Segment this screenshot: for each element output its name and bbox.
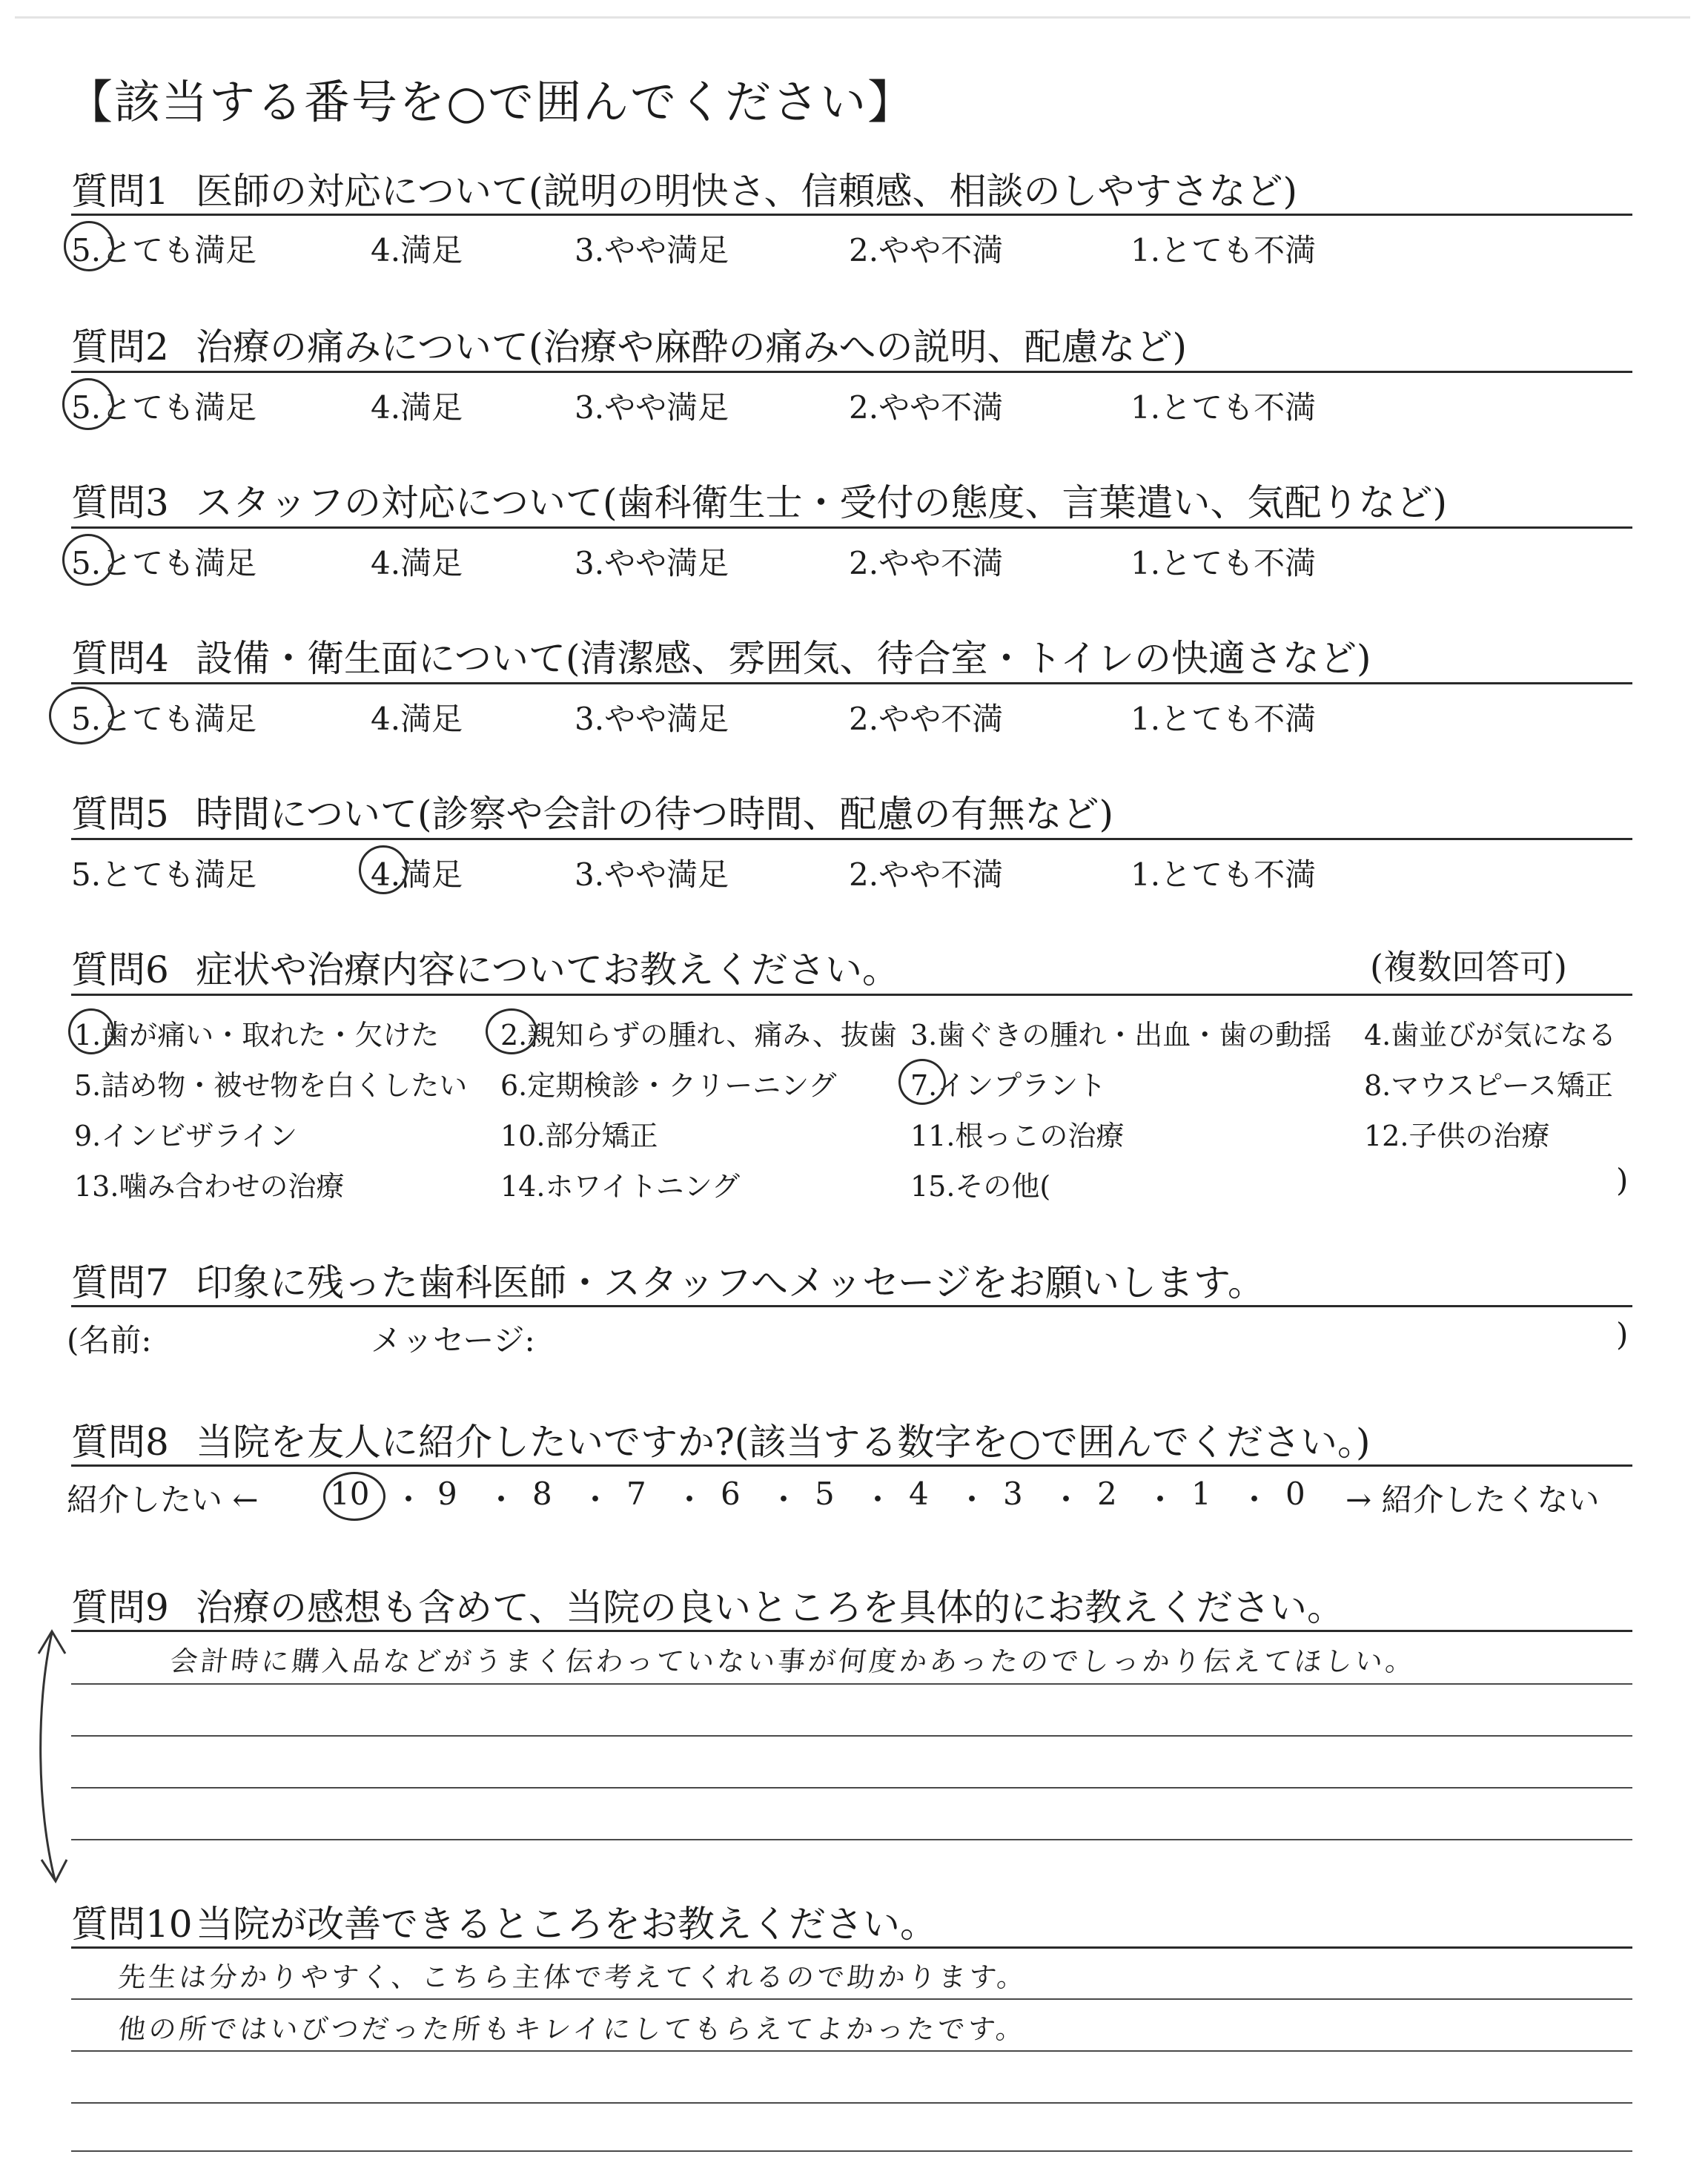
option-2[interactable]: 2.やや不満 (849, 232, 1004, 268)
option-1[interactable]: 1.とても不満 (1131, 856, 1317, 893)
scale-separator: ・ (580, 1482, 612, 1518)
question-rule (71, 371, 1632, 373)
answer-line (71, 1787, 1632, 1789)
handdrawn-arrow-icon (22, 1624, 74, 1891)
option-1[interactable]: 1.とても不満 (1131, 389, 1317, 426)
option-4[interactable]: 4.満足 (371, 856, 463, 893)
symptom-2[interactable]: 2.親知らずの腫れ、痛み、抜歯 (500, 1019, 897, 1051)
question-text: スタッフの対応について(歯科衛生士・受付の態度、言葉遣い、気配りなど) (196, 481, 1448, 524)
scale-separator: ・ (1050, 1482, 1082, 1518)
question-text: 治療の感想も含めて、当院の良いところを具体的にお教えください。 (196, 1586, 1344, 1629)
option-4[interactable]: 4.満足 (371, 389, 463, 426)
scale-7[interactable]: 7 (626, 1476, 646, 1512)
scale-separator: ・ (1145, 1482, 1176, 1518)
symptom-11[interactable]: 11.根っこの治療 (910, 1120, 1125, 1152)
handwritten-answer: 先生は分かりやすく、こちら主体で考えてくれるので助かります。 (116, 1961, 1030, 1993)
question-number: 質問6 (71, 948, 169, 991)
message-label: メッセージ: (371, 1322, 535, 1358)
answer-line (71, 1683, 1632, 1685)
question-text: 当院を友人に紹介したいですか?(該当する数字を○で囲んでください。) (196, 1421, 1371, 1464)
question-number: 質問3 (71, 481, 169, 524)
symptom-10[interactable]: 10.部分矯正 (500, 1120, 658, 1152)
selection-circle (486, 1008, 537, 1054)
selection-circle (64, 221, 114, 271)
question-5 (71, 785, 1113, 838)
answer-line (71, 2050, 1632, 2052)
selection-circle (62, 534, 114, 586)
scale-0[interactable]: 0 (1285, 1476, 1305, 1512)
option-2[interactable]: 2.やや不満 (849, 545, 1004, 581)
question-text: 設備・衛生面について(清潔感、雰囲気、待合室・トイレの快適さなど) (196, 637, 1371, 680)
question-rule (71, 838, 1632, 840)
question-rule (71, 1946, 1632, 1949)
name-label: (名前: (67, 1322, 152, 1358)
scale-2[interactable]: 2 (1097, 1476, 1117, 1512)
symptom-4[interactable]: 4.歯並びが気になる (1364, 1019, 1617, 1051)
scale-9[interactable]: 9 (437, 1476, 457, 1512)
option-5[interactable]: 5.とても満足 (71, 545, 257, 581)
question-8 (71, 1413, 1370, 1466)
question-2 (71, 317, 1187, 371)
recommend-left-label: 紹介したい ← (67, 1482, 259, 1518)
symptom-1[interactable]: 1.歯が痛い・取れた・欠けた (74, 1019, 440, 1051)
answer-line (71, 1839, 1632, 1840)
scan-edge (15, 16, 1690, 19)
scale-separator: ・ (1239, 1482, 1271, 1518)
question-text: 医師の対応について(説明の明快さ、信頼感、相談のしやすさなど) (196, 170, 1298, 213)
scale-separator: ・ (393, 1482, 425, 1518)
selection-circle (62, 378, 114, 430)
question-6 (71, 940, 899, 994)
answer-line (71, 2150, 1632, 2152)
question-10 (71, 1895, 937, 1948)
option-5[interactable]: 5.とても満足 (71, 389, 257, 426)
question-1 (71, 162, 1297, 215)
option-3[interactable]: 3.やや満足 (575, 232, 729, 268)
other-close-paren: ) (1616, 1162, 1629, 1198)
question-rule (71, 994, 1632, 996)
question-number: 質問5 (71, 793, 169, 836)
selection-circle (359, 845, 408, 894)
question-rule (71, 214, 1632, 216)
scale-separator: ・ (956, 1482, 988, 1518)
question-number: 質問7 (71, 1261, 169, 1304)
recommend-right-label: → 紹介したくない (1345, 1482, 1600, 1518)
scale-10[interactable]: 10 (330, 1476, 370, 1512)
question-text: 印象に残った歯科医師・スタッフへメッセージをお願いします。 (196, 1261, 1265, 1304)
question-4 (71, 629, 1371, 682)
scale-separator: ・ (768, 1482, 800, 1518)
option-5[interactable]: 5.とても満足 (71, 701, 257, 737)
scale-4[interactable]: 4 (909, 1476, 929, 1512)
answer-line (71, 2102, 1632, 2104)
question-number: 質問9 (71, 1586, 169, 1629)
option-5[interactable]: 5.とても満足 (71, 232, 257, 268)
symptom-5[interactable]: 5.詰め物・被せ物を白くしたい (74, 1069, 468, 1102)
question-text: 症状や治療内容についてお教えください。 (196, 948, 899, 991)
answer-line (71, 1998, 1632, 2000)
option-4[interactable]: 4.満足 (371, 701, 463, 737)
question-number: 質問1 (71, 170, 169, 213)
scale-5[interactable]: 5 (815, 1476, 835, 1512)
multiple-answer-note: (複数回答可) (1370, 947, 1567, 987)
question-7 (71, 1253, 1265, 1307)
symptom-9[interactable]: 9.インビザライン (74, 1120, 298, 1152)
symptom-6[interactable]: 6.定期検診・クリーニング (500, 1069, 837, 1102)
question-number: 質問4 (71, 637, 169, 680)
option-1[interactable]: 1.とても不満 (1131, 701, 1317, 737)
option-3[interactable]: 3.やや満足 (575, 389, 729, 426)
message-close-paren: ) (1616, 1316, 1629, 1353)
scale-separator: ・ (674, 1482, 706, 1518)
scale-1[interactable]: 1 (1191, 1476, 1211, 1512)
question-3 (71, 473, 1447, 526)
question-number: 質問10 (71, 1903, 193, 1946)
answer-line (71, 1735, 1632, 1737)
option-2[interactable]: 2.やや不満 (849, 856, 1004, 893)
question-text: 当院が改善できるところをお教えください。 (196, 1903, 937, 1946)
symptom-7[interactable]: 7.インプラント (910, 1069, 1107, 1102)
option-1[interactable]: 1.とても不満 (1131, 545, 1317, 581)
question-9 (71, 1578, 1344, 1631)
question-text: 時間について(診察や会計の待つ時間、配慮の有無など) (196, 793, 1114, 836)
option-4[interactable]: 4.満足 (371, 545, 463, 581)
symptom-8[interactable]: 8.マウスピース矯正 (1364, 1069, 1613, 1102)
scale-separator: ・ (486, 1482, 517, 1518)
scale-separator: ・ (862, 1482, 894, 1518)
scale-3[interactable]: 3 (1003, 1476, 1023, 1512)
handwritten-answer: 他の所ではいびつだった所もキレイにしてもらえてよかったです。 (116, 2013, 1028, 2045)
question-rule (71, 526, 1632, 529)
symptom-13[interactable]: 13.噛み合わせの治療 (74, 1170, 345, 1203)
option-3[interactable]: 3.やや満足 (575, 701, 729, 737)
question-rule (71, 1305, 1632, 1307)
question-number: 質問8 (71, 1421, 169, 1464)
question-text: 治療の痛みについて(治療や麻酔の痛みへの説明、配慮など) (196, 326, 1188, 369)
option-4[interactable]: 4.満足 (371, 232, 463, 268)
scale-6[interactable]: 6 (721, 1476, 741, 1512)
page-title: 【該当する番号を○で囲んでください】 (67, 75, 916, 129)
selection-circle (68, 1008, 114, 1054)
symptom-15-other[interactable]: 15.その他( (910, 1170, 1051, 1203)
option-5[interactable]: 5.とても満足 (71, 856, 257, 893)
symptom-14[interactable]: 14.ホワイトニング (500, 1170, 741, 1203)
option-3[interactable]: 3.やや満足 (575, 545, 729, 581)
option-3[interactable]: 3.やや満足 (575, 856, 729, 893)
selection-circle (898, 1059, 946, 1105)
symptom-12[interactable]: 12.子供の治療 (1364, 1120, 1550, 1152)
option-2[interactable]: 2.やや不満 (849, 389, 1004, 426)
option-2[interactable]: 2.やや不満 (849, 701, 1004, 737)
question-rule (71, 1464, 1632, 1467)
question-number: 質問2 (71, 326, 169, 369)
handwritten-answer: 会計時に購入品などがうまく伝わっていない事が何度かあったのでしっかり伝えてほしい。 (168, 1645, 1418, 1677)
selection-circle (323, 1472, 385, 1521)
symptom-3[interactable]: 3.歯ぐきの腫れ・出血・歯の動揺 (910, 1019, 1332, 1051)
question-rule (71, 1630, 1632, 1632)
question-rule (71, 682, 1632, 684)
selection-circle (49, 687, 114, 744)
option-1[interactable]: 1.とても不満 (1131, 232, 1317, 268)
scale-8[interactable]: 8 (532, 1476, 552, 1512)
